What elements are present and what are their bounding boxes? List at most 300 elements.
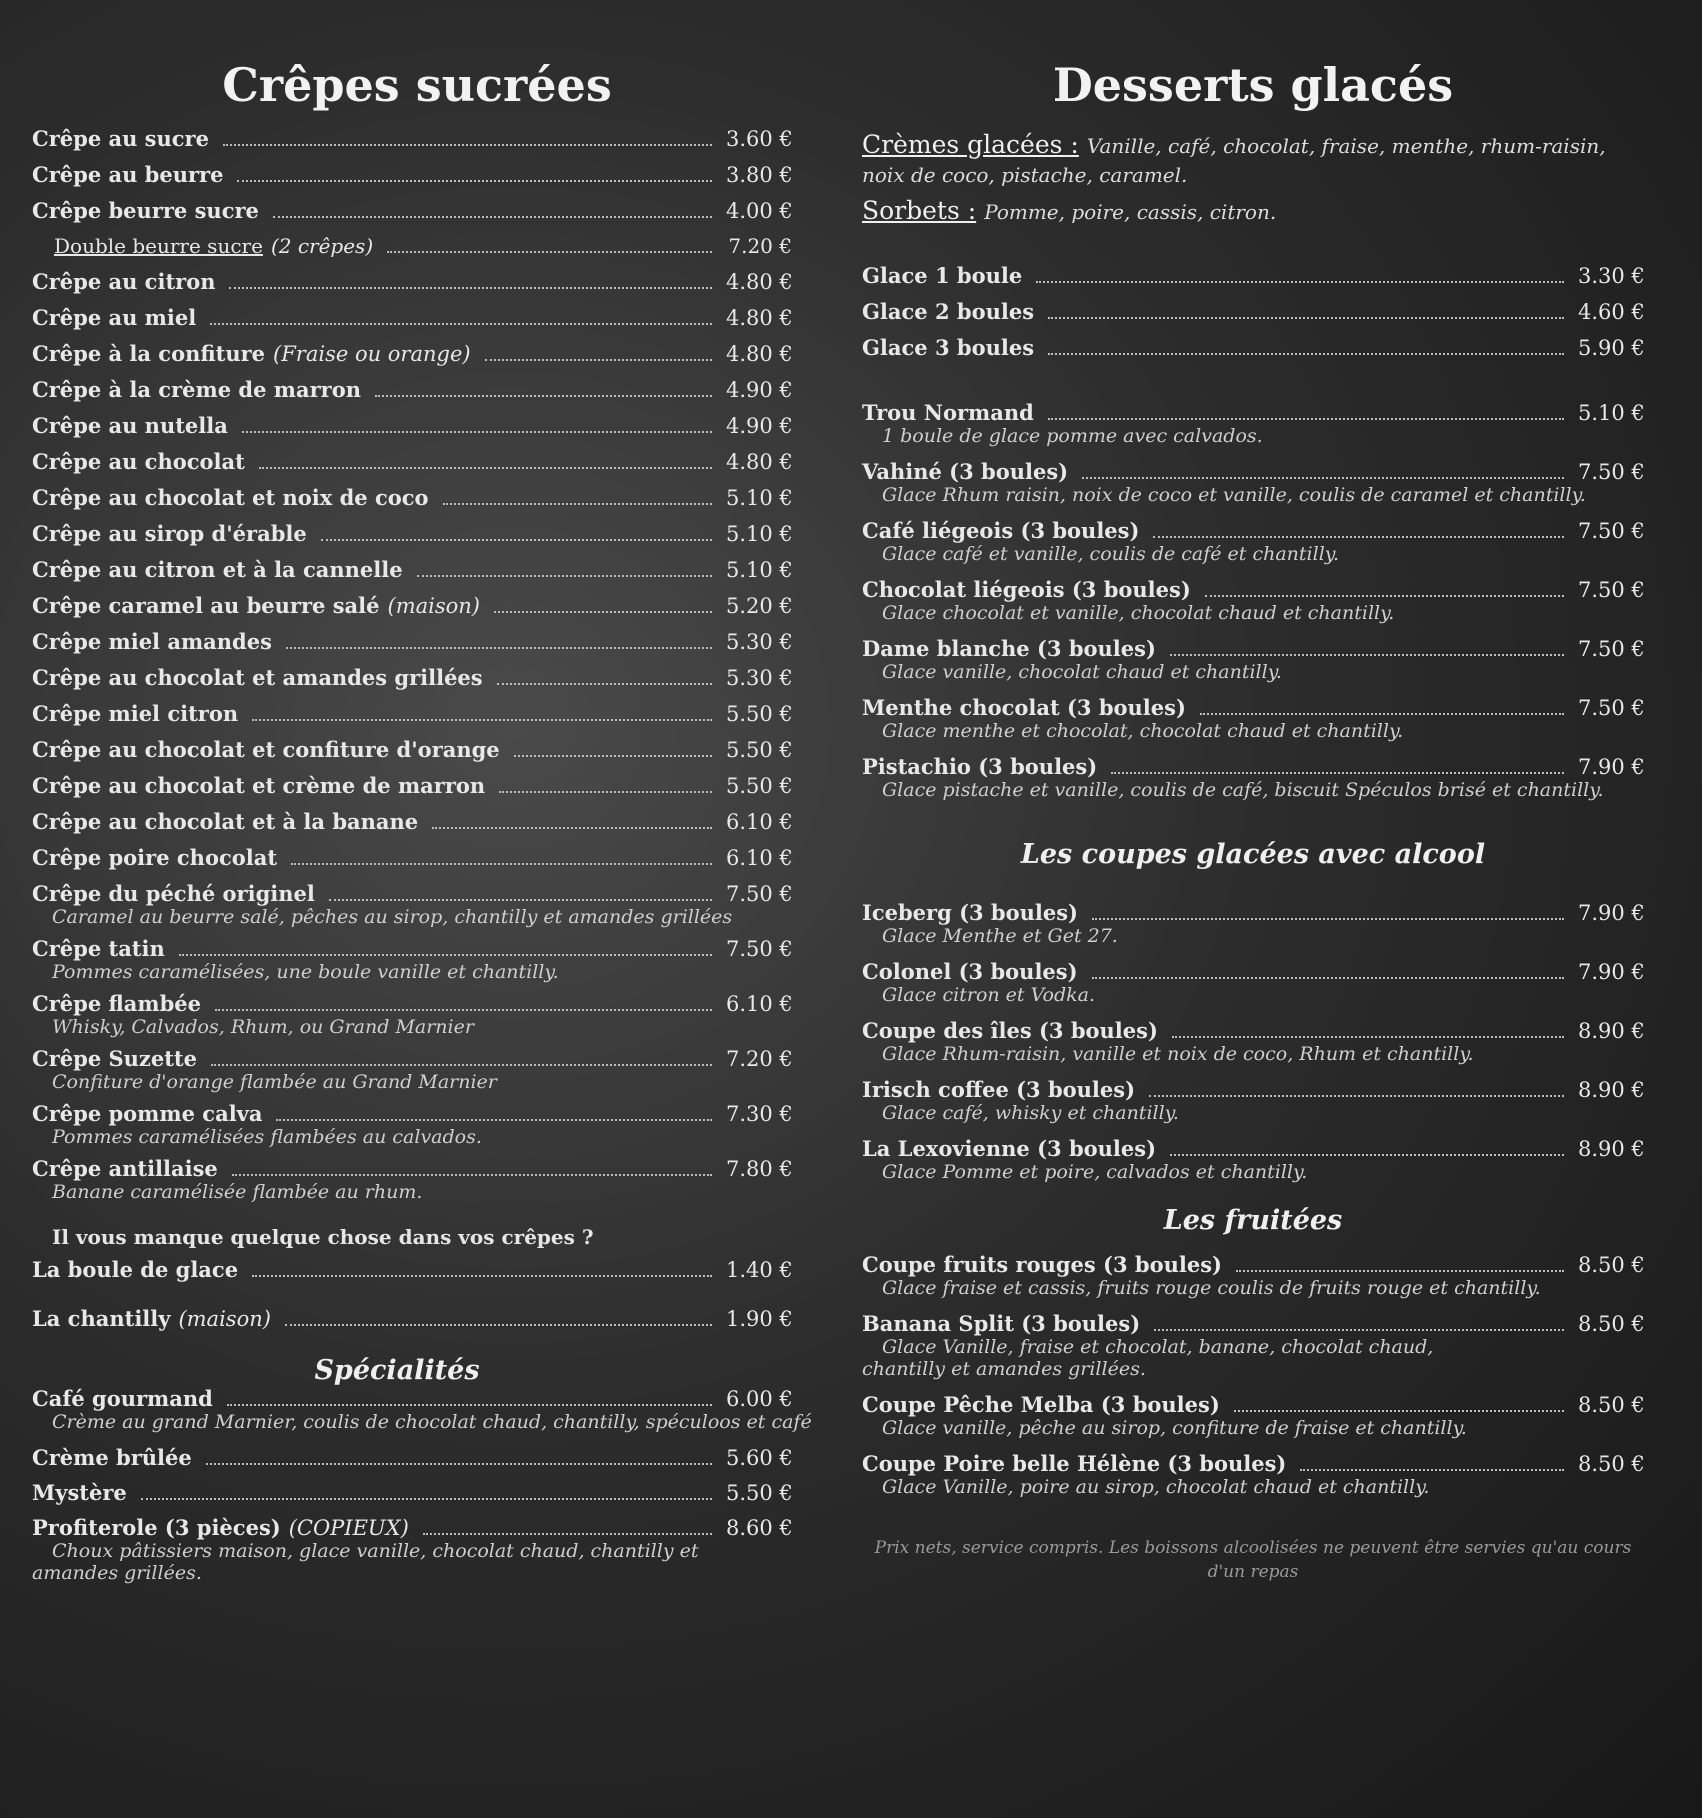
menu-item (862, 695, 1644, 742)
item-description: Pommes caramélisées, une boule vanille et chantilly. (52, 961, 559, 983)
menu-item (32, 845, 792, 870)
menu-item (862, 636, 1644, 683)
item-description: Glace citron et Vodka. (882, 984, 1096, 1006)
item-price: 5.50 € (726, 702, 793, 726)
item-description: Glace café et vanille, coulis de café et chantilly. (882, 543, 1340, 565)
alcool-title: Les coupes glacées avec alcool (1020, 839, 1486, 870)
item-price: 3.80 € (726, 163, 793, 187)
item-name: Café gourmand (32, 1386, 213, 1411)
item-description: Pommes caramélisées flambées au calvados. (52, 1126, 482, 1148)
item-price: 4.80 € (726, 270, 793, 294)
menu-item (32, 413, 792, 438)
menu-item (32, 234, 792, 258)
menu-item (32, 881, 792, 928)
menu-item (32, 269, 792, 294)
item-price: 5.30 € (726, 666, 793, 690)
item-row (862, 577, 1644, 602)
item-name: Crêpe au chocolat et confiture d'orange (32, 737, 500, 762)
item-price: 1.90 € (726, 1307, 793, 1331)
item-name: Crêpe à la crème de marron (32, 377, 361, 402)
item-row (32, 449, 792, 474)
item-name: Banana Split (3 boules) (862, 1311, 1141, 1336)
crepes-list (32, 126, 792, 1203)
item-price: 8.50 € (1578, 1253, 1645, 1277)
item-row (862, 263, 1644, 288)
menu-item (862, 459, 1644, 506)
item-price: 6.10 € (726, 992, 793, 1016)
dot-leader (1236, 1270, 1564, 1272)
dot-leader (179, 954, 712, 956)
item-description: Glace vanille, pêche au sirop, confiture de fraise et chantilly. (882, 1417, 1467, 1439)
item-price: 4.80 € (726, 306, 793, 330)
item-price: 6.10 € (726, 846, 793, 870)
item-name: Crêpe antillaise (32, 1156, 218, 1181)
item-price: 8.50 € (1578, 1312, 1645, 1336)
item-name: Crème brûlée (32, 1445, 192, 1470)
item-row (32, 773, 792, 798)
item-row (862, 299, 1644, 324)
item-row (54, 234, 792, 258)
item-name: Iceberg (3 boules) (862, 900, 1078, 925)
item-price: 7.50 € (1578, 637, 1645, 661)
item-row (32, 1306, 792, 1331)
desserts-column (862, 0, 1644, 1584)
item-row (32, 809, 792, 834)
menu-item (32, 341, 792, 366)
coupes-list (862, 400, 1644, 801)
menu-item (32, 629, 792, 654)
item-price: 5.30 € (726, 630, 793, 654)
dot-leader (417, 575, 712, 577)
item-price: 6.10 € (726, 810, 793, 834)
dot-leader (210, 323, 712, 325)
item-price: 8.90 € (1578, 1137, 1645, 1161)
item-row (862, 459, 1644, 484)
dot-leader (1153, 536, 1564, 538)
menu-item (32, 1480, 792, 1505)
dot-leader (286, 647, 712, 649)
item-row (862, 1136, 1644, 1161)
item-name: Coupe Poire belle Hélène (3 boules) (862, 1451, 1287, 1476)
dot-leader (1170, 1154, 1564, 1156)
item-name: Trou Normand (862, 400, 1034, 425)
item-name: Crêpe au chocolat et noix de coco (32, 485, 429, 510)
item-description: Choux pâtissiers maison, glace vanille, chocolat chaud, chantilly et amandes grillées. (32, 1540, 699, 1584)
item-price: 5.50 € (726, 1481, 793, 1505)
alcool-list (862, 900, 1644, 1183)
item-note: (COPIEUX) (288, 1516, 409, 1540)
item-price: 7.80 € (726, 1157, 793, 1181)
item-price: 8.50 € (1578, 1393, 1645, 1417)
item-row (32, 1480, 792, 1505)
item-price: 7.50 € (726, 882, 793, 906)
crepes-title: Crêpes sucrées (222, 58, 612, 112)
item-name: Glace 1 boule (862, 263, 1023, 288)
item-description: Glace fraise et cassis, fruits rouge coulis de fruits rouge et chantilly. (882, 1277, 1541, 1299)
item-row (32, 1101, 792, 1126)
menu-item (862, 959, 1644, 1006)
item-name: Crêpe beurre sucre (32, 198, 259, 223)
item-description: Confiture d'orange flambée au Grand Marnier (52, 1071, 497, 1093)
item-price: 4.90 € (726, 378, 793, 402)
item-row (862, 636, 1644, 661)
item-row (32, 665, 792, 690)
item-row (862, 1311, 1644, 1336)
item-row (32, 521, 792, 546)
item-description: Glace café, whisky et chantilly. (882, 1102, 1179, 1124)
dot-leader (1200, 713, 1564, 715)
item-row (862, 1392, 1644, 1417)
cremes-label: Crèmes glacées : (862, 130, 1079, 159)
item-name: Glace 3 boules (862, 335, 1035, 360)
item-row (32, 341, 792, 366)
item-price: 8.60 € (726, 1516, 793, 1540)
menu-item (862, 1018, 1644, 1065)
item-name: Café liégeois (3 boules) (862, 518, 1140, 543)
dot-leader (285, 1324, 712, 1326)
dot-leader (291, 863, 712, 865)
dot-leader (252, 1275, 712, 1277)
item-row (862, 1252, 1644, 1277)
sorbets-text: Pomme, poire, cassis, citron. (984, 200, 1277, 224)
item-price: 4.00 € (726, 199, 793, 223)
sorbets (862, 196, 1644, 227)
menu-item (32, 936, 792, 983)
item-name: Crêpe au beurre (32, 162, 224, 187)
item-price: 8.50 € (1578, 1452, 1645, 1476)
specialites-title: Spécialités (314, 1355, 480, 1386)
item-row (32, 162, 792, 187)
dot-leader (1092, 918, 1564, 920)
item-name: La chantilly (32, 1306, 171, 1331)
item-name: Crêpe miel amandes (32, 629, 272, 654)
item-name: Crêpe au chocolat et amandes grillées (32, 665, 483, 690)
item-price: 7.50 € (1578, 519, 1645, 543)
item-name: Coupe fruits rouges (3 boules) (862, 1252, 1222, 1277)
specialites-list (32, 1386, 812, 1584)
item-price: 5.90 € (1578, 336, 1645, 360)
item-name: Crêpe au sucre (32, 126, 209, 151)
item-description: Glace Menthe et Get 27. (882, 925, 1118, 947)
menu-item (862, 1451, 1644, 1498)
item-note: (maison) (387, 594, 480, 618)
item-description: Glace vanille, chocolat chaud et chantilly. (882, 661, 1282, 683)
sorbets-label: Sorbets : (862, 196, 977, 225)
menu-item (862, 263, 1644, 288)
menu-item (862, 577, 1644, 624)
item-description: 1 boule de glace pomme avec calvados. (882, 425, 1263, 447)
menu-item (32, 1156, 792, 1203)
item-price: 6.00 € (726, 1387, 793, 1411)
item-price: 7.50 € (1578, 460, 1645, 484)
desserts-title: Desserts glacés (1052, 58, 1454, 112)
dot-leader (252, 719, 712, 721)
item-name: Glace 2 boules (862, 299, 1035, 324)
item-name: La boule de glace (32, 1257, 239, 1282)
dot-leader (1048, 353, 1564, 355)
menu-item (862, 1392, 1644, 1439)
item-name: Double beurre sucre (54, 234, 263, 258)
item-price: 7.50 € (1578, 578, 1645, 602)
item-price: 5.10 € (726, 558, 793, 582)
item-row (32, 629, 792, 654)
dot-leader (321, 539, 712, 541)
item-row (862, 900, 1644, 925)
dot-leader (1205, 595, 1564, 597)
fruitees-list (862, 1252, 1644, 1498)
menu-item (32, 665, 792, 690)
item-name: La Lexovienne (3 boules) (862, 1136, 1156, 1161)
item-price: 5.10 € (726, 486, 793, 510)
item-price: 7.20 € (728, 234, 792, 258)
crepes-column (32, 0, 812, 1596)
item-row (862, 335, 1644, 360)
dot-leader (1111, 772, 1564, 774)
menu-item (32, 1046, 792, 1093)
dot-leader (497, 683, 712, 685)
item-price: 7.20 € (726, 1047, 793, 1071)
item-price: 7.90 € (1578, 755, 1645, 779)
item-name: Crêpe du péché originel (32, 881, 315, 906)
item-row (32, 701, 792, 726)
menu-item (32, 701, 792, 726)
item-note: (Fraise ou orange) (273, 342, 471, 366)
footer-note: Prix nets, service compris. Les boissons alcoolisées ne peuvent être servies qu'au cours d'un repas (874, 1538, 1632, 1582)
dot-leader (223, 144, 712, 146)
item-row (862, 1018, 1644, 1043)
menu-item (862, 400, 1644, 447)
item-name: Crêpe caramel au beurre salé (32, 593, 380, 618)
dot-leader (227, 1404, 712, 1406)
item-name: Irisch coffee (3 boules) (862, 1077, 1136, 1102)
menu-item (32, 1386, 812, 1433)
item-row (32, 936, 792, 961)
menu-item (32, 737, 792, 762)
dot-leader (485, 359, 712, 361)
item-price: 7.50 € (726, 937, 793, 961)
dot-leader (1048, 317, 1564, 319)
item-row (862, 695, 1644, 720)
menu-item (32, 1101, 792, 1148)
dot-leader (1300, 1469, 1564, 1471)
item-name: Dame blanche (3 boules) (862, 636, 1156, 661)
dot-leader (141, 1498, 712, 1500)
menu-item (32, 198, 792, 223)
menu-item (862, 1252, 1644, 1299)
menu-item (32, 773, 792, 798)
item-name: Coupe Pêche Melba (3 boules) (862, 1392, 1220, 1417)
item-description: Whisky, Calvados, Rhum, ou Grand Marnier (52, 1016, 474, 1038)
dot-leader (1154, 1329, 1564, 1331)
item-price: 4.60 € (1578, 300, 1645, 324)
item-description: Glace Vanille, poire au sirop, chocolat chaud et chantilly. (882, 1476, 1430, 1498)
item-row (32, 593, 792, 618)
item-row (32, 198, 792, 223)
menu-item (862, 335, 1644, 360)
item-row (32, 377, 792, 402)
item-name: Crêpe miel citron (32, 701, 239, 726)
menu-item (862, 900, 1644, 947)
dot-leader (215, 1009, 712, 1011)
item-price: 5.50 € (726, 774, 793, 798)
item-description: Caramel au beurre salé, pêches au sirop, chantilly et amandes grillées (52, 906, 733, 928)
dot-leader (443, 503, 712, 505)
item-row (862, 754, 1644, 779)
dot-leader (206, 1463, 712, 1465)
item-row (32, 126, 792, 151)
menu-item (862, 1136, 1644, 1183)
item-description: Glace menthe et chocolat, chocolat chaud et chantilly. (882, 720, 1404, 742)
item-row (32, 305, 792, 330)
dot-leader (1149, 1095, 1564, 1097)
item-name: Crêpe au nutella (32, 413, 228, 438)
item-price: 4.90 € (726, 414, 793, 438)
dot-leader (514, 755, 712, 757)
cremes-glacees (862, 130, 1644, 190)
dot-leader (375, 395, 712, 397)
item-price: 7.90 € (1578, 960, 1645, 984)
item-price: 7.90 € (1578, 901, 1645, 925)
item-row (32, 413, 792, 438)
fruitees-title: Les fruitées (1163, 1205, 1343, 1236)
menu-item (32, 809, 792, 834)
menu-item (32, 377, 792, 402)
item-description: Glace chocolat et vanille, chocolat chaud et chantilly. (882, 602, 1395, 624)
menu-item (862, 518, 1644, 565)
menu-item (32, 1257, 792, 1282)
menu-item (32, 1445, 792, 1470)
menu-item (32, 1306, 792, 1331)
dot-leader (1172, 1036, 1564, 1038)
item-name: Crêpe à la confiture (32, 341, 266, 366)
menu-item (32, 305, 792, 330)
menu-item (32, 521, 792, 546)
item-name: Crêpe au chocolat (32, 449, 245, 474)
item-price: 5.60 € (726, 1446, 793, 1470)
extras-question: Il vous manque quelque chose dans vos crêpes ? (52, 1225, 594, 1249)
item-name: Colonel (3 boules) (862, 959, 1078, 984)
item-row (32, 1156, 792, 1181)
dot-leader (423, 1533, 712, 1535)
dot-leader (1048, 418, 1564, 420)
item-description: Crème au grand Marnier, coulis de chocolat chaud, chantilly, spéculoos et café (52, 1411, 812, 1433)
dot-leader (211, 1064, 712, 1066)
item-description: Banane caramélisée flambée au rhum. (52, 1181, 423, 1203)
dot-leader (1036, 281, 1564, 283)
menu-item (32, 449, 792, 474)
menu-item (32, 1515, 792, 1584)
dot-leader (1234, 1410, 1564, 1412)
item-row (32, 991, 792, 1016)
item-row (32, 485, 792, 510)
item-price: 5.50 € (726, 738, 793, 762)
item-price: 8.90 € (1578, 1078, 1645, 1102)
item-name: Mystère (32, 1480, 127, 1505)
dot-leader (232, 1174, 712, 1176)
item-row (32, 1257, 792, 1282)
item-row (32, 269, 792, 294)
item-row (32, 557, 792, 582)
dot-leader (242, 431, 712, 433)
item-note: (maison) (178, 1307, 271, 1331)
item-row (862, 959, 1644, 984)
item-price: 7.50 € (1578, 696, 1645, 720)
menu-item (32, 991, 792, 1038)
item-row (862, 518, 1644, 543)
menu-item (862, 1077, 1644, 1124)
item-note: (2 crêpes) (270, 234, 374, 258)
item-row (862, 400, 1644, 425)
item-row (32, 881, 792, 906)
dot-leader (229, 287, 712, 289)
item-name: Chocolat liégeois (3 boules) (862, 577, 1191, 602)
item-name: Crêpe au chocolat et à la banane (32, 809, 419, 834)
item-row (32, 1515, 792, 1540)
item-name: Crêpe tatin (32, 936, 165, 961)
item-row (32, 737, 792, 762)
item-price: 3.60 € (726, 127, 793, 151)
item-price: 5.10 € (726, 522, 793, 546)
item-row (32, 1445, 792, 1470)
item-name: Crêpe flambée (32, 991, 201, 1016)
item-name: Crêpe au miel (32, 305, 197, 330)
item-row (862, 1451, 1644, 1476)
item-row (862, 1077, 1644, 1102)
item-name: Crêpe au sirop d'érable (32, 521, 307, 546)
item-description: Glace pistache et vanille, coulis de café, biscuit Spéculos brisé et chantilly. (882, 779, 1604, 801)
item-description: Glace Vanille, fraise et chocolat, banane, chocolat chaud, chantilly et amandes grillées. (862, 1336, 1434, 1380)
menu-item (862, 299, 1644, 324)
dot-leader (494, 611, 712, 613)
item-name: Crêpe au citron et à la cannelle (32, 557, 403, 582)
item-name: Crêpe au citron (32, 269, 216, 294)
item-name: Vahiné (3 boules) (862, 459, 1069, 484)
dot-leader (1170, 654, 1564, 656)
item-price: 7.30 € (726, 1102, 793, 1126)
item-price: 5.10 € (1578, 401, 1645, 425)
item-row (32, 1386, 792, 1411)
item-name: Profiterole (3 pièces) (32, 1515, 281, 1540)
item-name: Crêpe pomme calva (32, 1101, 263, 1126)
item-price: 3.30 € (1578, 264, 1645, 288)
menu-item (32, 485, 792, 510)
menu-item (862, 1311, 1644, 1380)
menu-item (32, 557, 792, 582)
item-price: 4.80 € (726, 450, 793, 474)
item-price: 5.20 € (726, 594, 793, 618)
dot-leader (1092, 977, 1564, 979)
menu-item (32, 162, 792, 187)
item-name: Coupe des îles (3 boules) (862, 1018, 1158, 1043)
dot-leader (237, 180, 712, 182)
item-row (32, 845, 792, 870)
dot-leader (259, 467, 712, 469)
item-name: Crêpe poire chocolat (32, 845, 278, 870)
menu-item (32, 126, 792, 151)
item-name: Pistachio (3 boules) (862, 754, 1098, 779)
dot-leader (276, 1119, 712, 1121)
glaces-list (862, 263, 1644, 360)
extras-list (32, 1257, 792, 1331)
dot-leader (432, 827, 712, 829)
menu-item (862, 754, 1644, 801)
dot-leader (499, 791, 712, 793)
dot-leader (1082, 477, 1564, 479)
item-description: Glace Rhum raisin, noix de coco et vanille, coulis de caramel et chantilly. (882, 484, 1586, 506)
item-price: 1.40 € (726, 1258, 793, 1282)
item-row (32, 1046, 792, 1071)
item-name: Menthe chocolat (3 boules) (862, 695, 1186, 720)
